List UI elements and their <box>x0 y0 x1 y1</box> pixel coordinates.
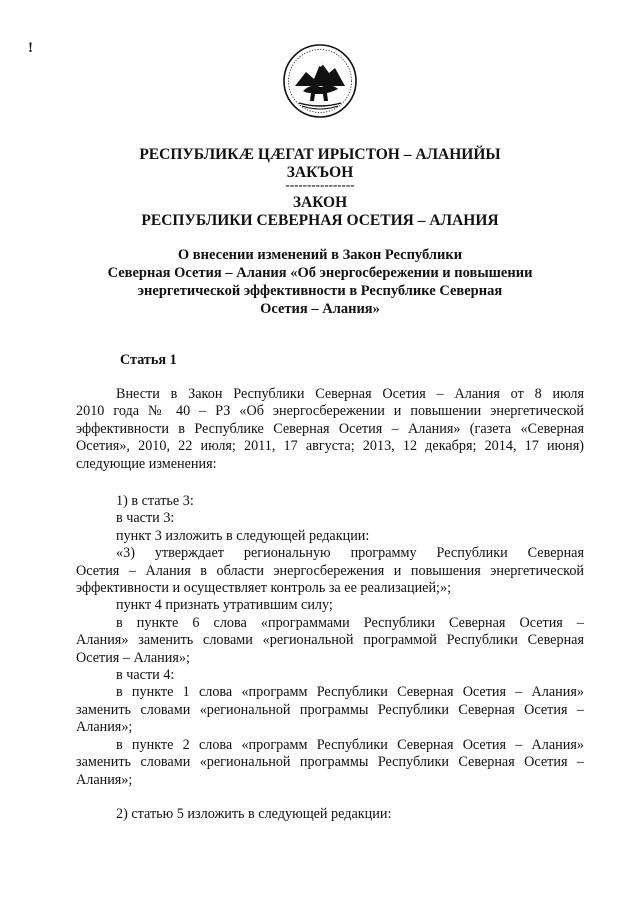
header-ossetian-law: ЗАКЪОН <box>286 164 354 181</box>
intro-line: Внести в Закон Республики Северная Осетия – Алания от 8 июля <box>116 386 584 402</box>
intro-line: следующие изменения: <box>76 455 217 472</box>
amendment-item: заменить словами «региональной программы Республики Северная Осетия – <box>76 701 584 718</box>
amendment-item: в части 4: <box>116 667 175 684</box>
amendment-item: Осетия – Алания в области энергосбережения и повышения энергетической <box>76 562 584 579</box>
intro-line: эффективности в Республике Северная Осетия – Алания» (газета «Северная <box>76 420 584 437</box>
amendment-item-article-5: 2) статью 5 изложить в следующей редакции: <box>116 806 392 822</box>
amendment-item: 1) в статье 3: <box>116 493 194 509</box>
amendment-item: Алания»; <box>76 771 133 788</box>
amendment-item: пункт 4 признать утратившим силу; <box>116 597 333 614</box>
amendment-item: Осетия – Алания»; <box>76 649 190 666</box>
amendment-item: Алания» заменить словами «региональной программой Республики Северная <box>76 632 584 649</box>
header-russian-law: ЗАКОН <box>292 194 348 211</box>
article-heading: Статья 1 <box>120 352 177 368</box>
subtitle-line-1: О внесении изменений в Закон Республики <box>177 247 463 263</box>
header-divider: ---------------- <box>285 177 355 192</box>
header-russian-republic: РЕСПУБЛИКИ СЕВЕРНАЯ ОСЕТИЯ – АЛАНИЯ <box>141 212 499 229</box>
subtitle-line-2: Северная Осетия – Алания «Об энергосбережении и повышении <box>107 265 533 281</box>
article-intro-paragraph <box>76 386 584 473</box>
intro-line: Осетия», 2010, 22 июля; 2011, 17 августа; 2013, 12 декабря; 2014, 17 июня) <box>76 438 584 455</box>
coat-of-arms-north-ossetia-icon <box>281 42 359 120</box>
amendment-item: в пункте 1 слова «программ Республики Северная Осетия – Алания» <box>116 684 584 701</box>
amendment-item: «3) утверждает региональную программу Республики Северная <box>116 545 584 562</box>
amendment-item: в пункте 2 слова «программ Республики Северная Осетия – Алания» <box>116 736 584 753</box>
margin-mark: ! <box>28 40 33 56</box>
amendment-item: в пункте 6 слова «программами Республики Северная Осетия – <box>116 614 584 631</box>
subtitle-line-3: энергетической эффективности в Республике Северная <box>137 283 503 299</box>
amendment-item: пункт 3 изложить в следующей редакции: <box>116 527 370 544</box>
amendment-item: эффективности и осуществляет контроль за ее реализацией;»; <box>76 580 452 597</box>
amendment-item: заменить словами «региональной программы Республики Северная Осетия – <box>76 754 584 771</box>
amendments-list <box>76 493 584 789</box>
amendment-item: в части 3: <box>116 510 175 527</box>
header-ossetian-republic: РЕСПУБЛИКÆ ЦÆГАТ ИРЫСТОН – АЛАНИЙЫ <box>139 146 501 163</box>
amendment-item: Алания»; <box>76 719 133 736</box>
subtitle-line-4: Осетия – Алания» <box>260 301 380 317</box>
intro-line: 2010 года № 40 – РЗ «Об энергосбережении и повышении энергетической <box>76 403 584 420</box>
